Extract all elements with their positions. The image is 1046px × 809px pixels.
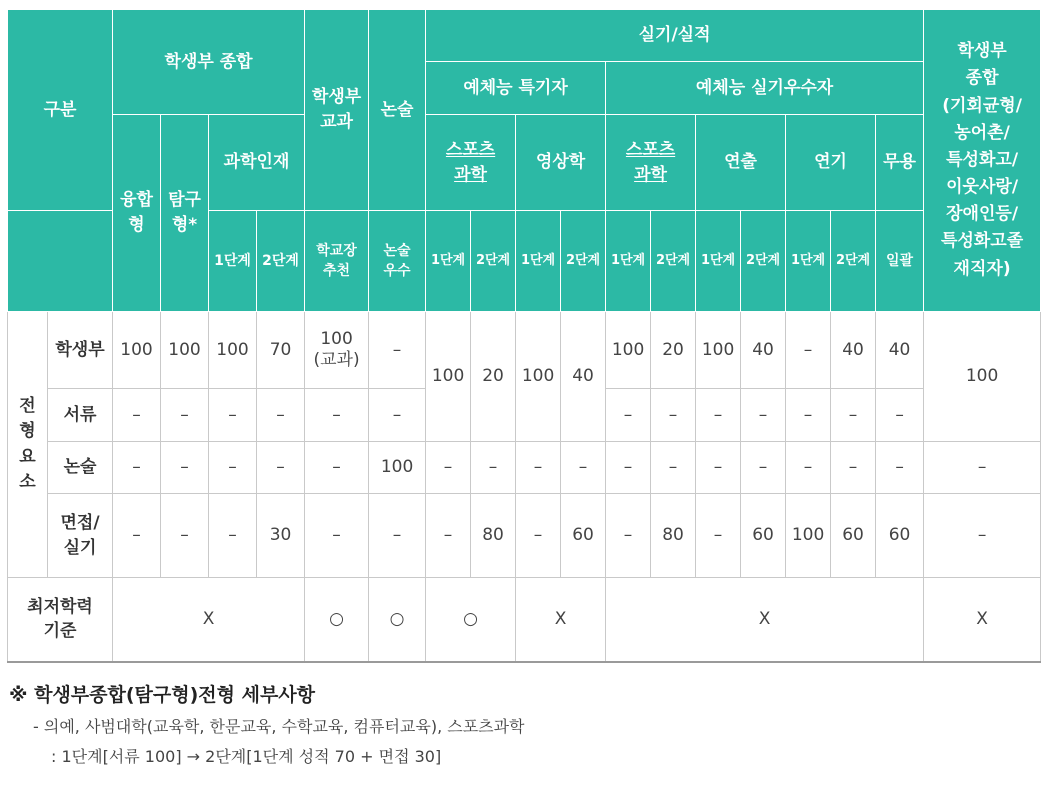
cell-hsb-2: 100	[161, 312, 209, 389]
cell-myeonjeop-17: 60	[876, 494, 924, 578]
cell-choejeo-silgi: X	[606, 578, 924, 662]
header-gubun-spacer	[8, 211, 113, 312]
header-gwahak-injae: 과학인재	[209, 115, 305, 211]
cell-hsb-16: 40	[831, 312, 876, 389]
header-muyong-ilgwal: 일괄	[876, 211, 924, 312]
cell-myeonjeop-15: 100	[786, 494, 831, 578]
cell-hsb-7: 100	[426, 312, 471, 442]
row-nonsul-label: 논술	[48, 442, 113, 494]
cell-myeonjeop-13: –	[696, 494, 741, 578]
cell-hsb-13: 100	[696, 312, 741, 389]
note-line-2: : 1단계[서류 100] → 2단계[1단계 성적 70 + 면접 30]	[51, 747, 442, 766]
cell-hsb-8: 20	[471, 312, 516, 442]
header-youngsang: 영상학	[516, 115, 606, 211]
note-section	[9, 678, 1039, 772]
header-school-rec: 학교장 추천	[305, 211, 369, 312]
cell-hsb-1: 100	[113, 312, 161, 389]
header-nonsul: 논술	[369, 10, 426, 211]
cell-hsb-14: 40	[741, 312, 786, 389]
note-title: ※ 학생부종합(탐구형)전형 세부사항	[9, 684, 316, 706]
cell-hsb-17: 40	[876, 312, 924, 389]
row-choejeo-label: 최저학력 기준	[8, 578, 113, 662]
header-tamgu: 탐구 형*	[161, 115, 209, 312]
cell-seoryu-7: –	[606, 389, 651, 442]
header-youngsang-stage1: 1단계	[516, 211, 561, 312]
cell-choejeo-jonghap2: X	[924, 578, 1041, 662]
cell-myeonjeop-5: –	[305, 494, 369, 578]
cell-myeonjeop-2: –	[161, 494, 209, 578]
cell-nonsul-9: –	[516, 442, 561, 494]
cell-seoryu-9: –	[696, 389, 741, 442]
cell-nonsul-5: –	[305, 442, 369, 494]
cell-hsb-12: 20	[651, 312, 696, 389]
cell-choejeo-youngsang: X	[516, 578, 606, 662]
cell-choejeo-nonsul: ○	[369, 578, 426, 662]
header-sports-2	[606, 115, 696, 211]
header-sports-label: 스포츠 과학	[445, 139, 496, 185]
cell-myeonjeop-11: –	[606, 494, 651, 578]
cell-seoryu-4: –	[257, 389, 305, 442]
header-yeongi: 연기	[786, 115, 876, 211]
header-gwahak-stage1: 1단계	[209, 211, 257, 312]
cell-seoryu-11: –	[786, 389, 831, 442]
cell-nonsul-18: –	[924, 442, 1041, 494]
header-yechae-teukgi: 예체능 특기자	[426, 62, 606, 115]
cell-hsb-5: 100 (교과)	[305, 312, 369, 389]
cell-myeonjeop-14: 60	[741, 494, 786, 578]
cell-hsb-11: 100	[606, 312, 651, 389]
cell-seoryu-6: –	[369, 389, 426, 442]
cell-nonsul-14: –	[741, 442, 786, 494]
row-myeonjeop-label: 면접/ 실기	[48, 494, 113, 578]
cell-myeonjeop-12: 80	[651, 494, 696, 578]
cell-nonsul-4: –	[257, 442, 305, 494]
cell-nonsul-16: –	[831, 442, 876, 494]
header-yeongi-stage2: 2단계	[831, 211, 876, 312]
admission-table	[7, 9, 1041, 663]
header-sports-stage2: 2단계	[471, 211, 516, 312]
cell-myeonjeop-9: –	[516, 494, 561, 578]
header-hs-jonghap: 학생부 종합	[113, 10, 305, 115]
cell-seoryu-12: –	[831, 389, 876, 442]
cell-nonsul-13: –	[696, 442, 741, 494]
header-sports-2-label: 스포츠 과학	[625, 139, 676, 185]
cell-seoryu-1: –	[113, 389, 161, 442]
cell-hsb-18: 100	[924, 312, 1041, 442]
row-jeonhyung-label	[8, 312, 48, 578]
cell-nonsul-8: –	[471, 442, 516, 494]
cell-nonsul-6: 100	[369, 442, 426, 494]
header-sports	[426, 115, 516, 211]
cell-myeonjeop-6: –	[369, 494, 426, 578]
row-seoryu-label: 서류	[48, 389, 113, 442]
cell-seoryu-3: –	[209, 389, 257, 442]
cell-myeonjeop-1: –	[113, 494, 161, 578]
cell-hsb-9: 100	[516, 312, 561, 442]
cell-choejeo-sports: ○	[426, 578, 516, 662]
cell-choejeo-jonghap: X	[113, 578, 305, 662]
cell-seoryu-5: –	[305, 389, 369, 442]
cell-nonsul-3: –	[209, 442, 257, 494]
cell-hsb-10: 40	[561, 312, 606, 442]
note-line-1: - 의예, 사범대학(교육학, 한문교육, 수학교육, 컴퓨터교육), 스포츠과학	[33, 717, 525, 736]
header-nonsul-usu: 논술 우수	[369, 211, 426, 312]
cell-hsb-15: –	[786, 312, 831, 389]
header-yungap: 융합 형	[113, 115, 161, 312]
cell-seoryu-10: –	[741, 389, 786, 442]
cell-myeonjeop-7: –	[426, 494, 471, 578]
cell-nonsul-10: –	[561, 442, 606, 494]
cell-nonsul-2: –	[161, 442, 209, 494]
row-jeonhyung-text: 전 형 요 소	[19, 395, 36, 492]
cell-nonsul-11: –	[606, 442, 651, 494]
cell-myeonjeop-10: 60	[561, 494, 606, 578]
cell-nonsul-17: –	[876, 442, 924, 494]
cell-choejeo-gyogwa: ○	[305, 578, 369, 662]
header-yechae-silgi: 예체능 실기우수자	[606, 62, 924, 115]
cell-seoryu-2: –	[161, 389, 209, 442]
header-hs-jonghap-2: 학생부 종합 (기회균형/ 농어촌/ 특성화고/ 이웃사랑/ 장애인등/ 특성화고졸 재직자)	[924, 10, 1041, 312]
cell-nonsul-15: –	[786, 442, 831, 494]
cell-myeonjeop-3: –	[209, 494, 257, 578]
cell-seoryu-8: –	[651, 389, 696, 442]
header-hs-gyogwa: 학생부 교과	[305, 10, 369, 211]
header-gwahak-stage2: 2단계	[257, 211, 305, 312]
cell-hsb-3: 100	[209, 312, 257, 389]
header-yeonchul-stage1: 1단계	[696, 211, 741, 312]
cell-nonsul-7: –	[426, 442, 471, 494]
header-yeonchul: 연출	[696, 115, 786, 211]
header-youngsang-stage2: 2단계	[561, 211, 606, 312]
cell-myeonjeop-18: –	[924, 494, 1041, 578]
cell-myeonjeop-4: 30	[257, 494, 305, 578]
row-hsb-label: 학생부	[48, 312, 113, 389]
cell-nonsul-1: –	[113, 442, 161, 494]
header-yeonchul-stage2: 2단계	[741, 211, 786, 312]
header-sports2-stage1: 1단계	[606, 211, 651, 312]
header-silgi: 실기/실적	[426, 10, 924, 62]
cell-myeonjeop-8: 80	[471, 494, 516, 578]
cell-seoryu-13: –	[876, 389, 924, 442]
header-sports2-stage2: 2단계	[651, 211, 696, 312]
header-muyong: 무용	[876, 115, 924, 211]
header-gubun: 구분	[8, 10, 113, 211]
header-yeongi-stage1: 1단계	[786, 211, 831, 312]
cell-myeonjeop-16: 60	[831, 494, 876, 578]
header-sports-stage1: 1단계	[426, 211, 471, 312]
cell-hsb-4: 70	[257, 312, 305, 389]
cell-nonsul-12: –	[651, 442, 696, 494]
cell-hsb-6: –	[369, 312, 426, 389]
